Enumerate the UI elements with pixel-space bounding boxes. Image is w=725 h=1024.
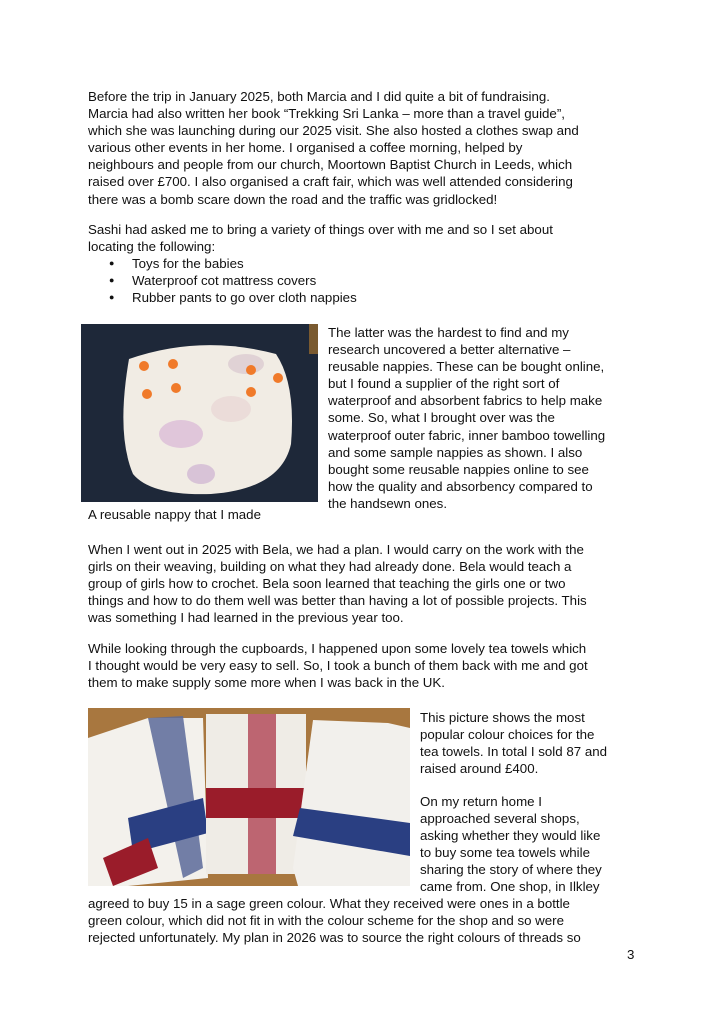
text-line: girls on their weaving, building on what they had already done. Bela would teach a: [88, 559, 572, 575]
text-line: asking whether they would like: [420, 828, 601, 844]
bullet-item: ● Rubber pants to go over cloth nappies: [109, 289, 357, 306]
text-line: This picture shows the most: [420, 710, 585, 725]
text-line: tea towels. In total I sold 87 and: [420, 744, 608, 760]
text-line: While looking through the cupboards, I happened upon some lovely tea towels which: [88, 641, 587, 656]
text-line: locating the following:: [88, 239, 216, 255]
text-line: rejected unfortunately. My plan in 2026 was to source the right colours of threads so: [88, 930, 581, 946]
text-line: the handsewn ones.: [328, 495, 448, 511]
paragraph-items-request: [88, 221, 553, 255]
paragraph-fundraising: [88, 88, 579, 208]
text-line: The latter was the hardest to find and my: [328, 325, 569, 340]
text-line: there was a bomb scare down the road and the traffic was gridlocked!: [88, 191, 498, 207]
text-line: green colour, which did not fit in with the colour scheme for the shop and so were: [88, 913, 564, 929]
text-line: bought some reusable nappies online to see: [328, 461, 589, 477]
tea-towels-photo: [88, 708, 410, 886]
text-line: popular colour choices for the: [420, 727, 595, 743]
text-line: I thought would be very easy to sell. So, I took a bunch of them back with me and got: [88, 658, 588, 674]
text-line: research uncovered a better alternative –: [328, 342, 571, 358]
text-line: which she was launching during our 2025 visit. She also hosted a clothes swap and: [88, 123, 579, 139]
text-line: neighbours and people from our church, Moortown Baptist Church in Leeds, which: [88, 157, 573, 173]
text-line: raised around £400.: [420, 761, 539, 777]
text-line: reusable nappies. These can be bought online,: [328, 359, 605, 375]
text-line: agreed to buy 15 in a sage green colour. What they received were ones in a bottle: [88, 896, 570, 911]
text-line: Before the trip in January 2025, both Marcia and I did quite a bit of fundraising.: [88, 89, 550, 104]
text-line: came from. One shop, in Ilkley: [420, 879, 600, 895]
bullet-list: [109, 255, 357, 306]
paragraph-shops: [420, 793, 602, 896]
text-line: waterproof and absorbent fabrics to help make: [328, 393, 603, 409]
text-line: Marcia had also written her book “Trekking Sri Lanka – more than a travel guide”,: [88, 106, 565, 122]
paragraph-ilkley-shop: [88, 895, 581, 946]
text-line: raised over £700. I also organised a craft fair, which was well attended considering: [88, 174, 573, 190]
text-line: but I found a supplier of the right sort of: [328, 376, 560, 392]
paragraph-towel-sales: [420, 709, 607, 777]
text-line: sharing the story of where they: [420, 862, 602, 878]
text-line: was something I had learned in the previous year too.: [88, 610, 404, 626]
text-line: group of girls how to crochet. Bela soon learned that teaching the girls one or two: [88, 576, 566, 592]
text-line: to buy some tea towels while: [420, 845, 590, 861]
paragraph-tea-towels: [88, 640, 588, 691]
nappy-illustration: [81, 324, 318, 502]
bullet-item: ● Waterproof cot mattress covers: [109, 272, 357, 289]
text-line: some. So, what I brought over was the: [328, 410, 555, 426]
text-line: how the quality and absorbency compared to: [328, 478, 593, 494]
nappy-photo: [81, 324, 318, 502]
text-line: and some sample nappies as shown. I also: [328, 444, 583, 460]
text-line: On my return home I: [420, 794, 542, 809]
text-line: approached several shops,: [420, 811, 580, 827]
text-line: things and how to do them well was better than having a lot of possible projects. This: [88, 593, 587, 609]
nappy-caption: A reusable nappy that I made: [88, 507, 261, 522]
paragraph-plan-with-bela: [88, 541, 587, 626]
page-number: 3: [627, 947, 635, 962]
paragraph-reusable-nappies: [328, 324, 605, 512]
text-line: Sashi had asked me to bring a variety of things over with me and so I set about: [88, 222, 553, 237]
text-line: them to make supply some more when I was back in the UK.: [88, 675, 445, 691]
text-line: When I went out in 2025 with Bela, we had a plan. I would carry on the work with the: [88, 542, 584, 557]
text-line: waterproof outer fabric, inner bamboo towelling: [328, 427, 606, 443]
tea-towels-illustration: [88, 708, 410, 886]
bullet-item: ● Toys for the babies: [109, 255, 357, 272]
text-line: various other events in her home. I organised a coffee morning, helped by: [88, 140, 523, 156]
